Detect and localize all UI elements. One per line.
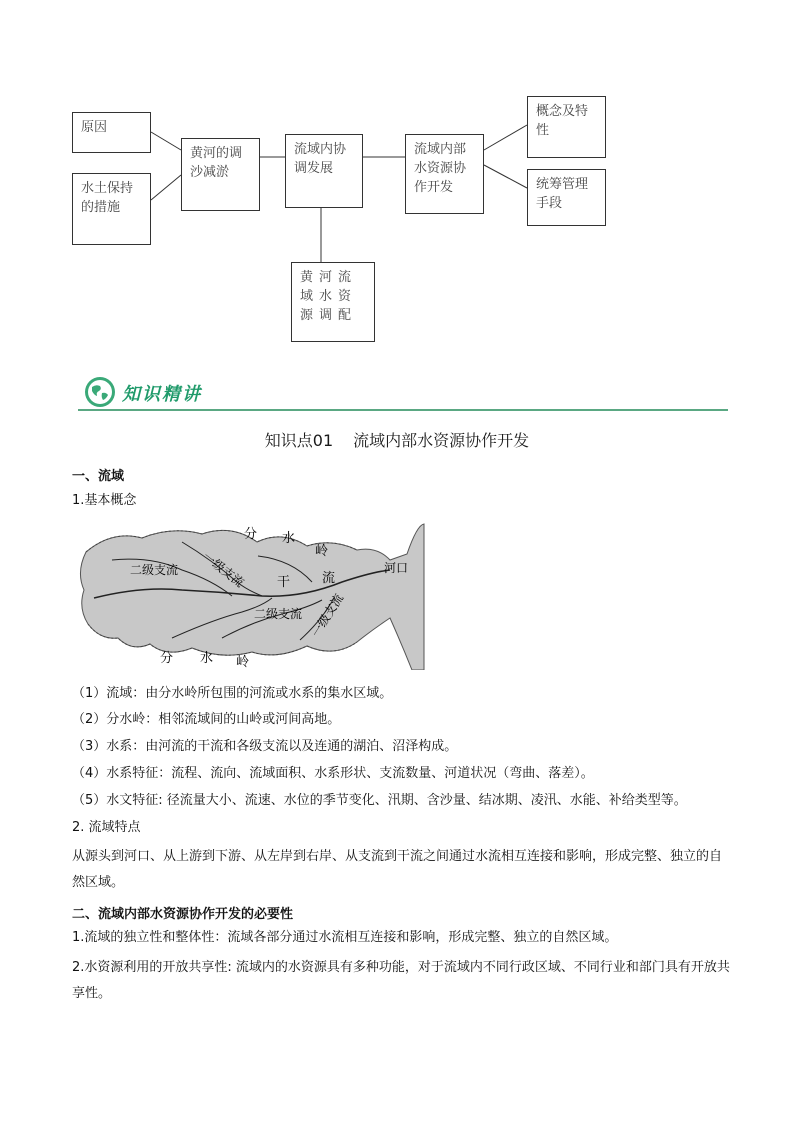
- definition-system-features: （4）水系特征：流程、流向、流域面积、水系形状、支流数量、河道状况（弯曲、落差）。: [72, 766, 594, 781]
- definition-water-system: （3）水系：由河流的干流和各级支流以及连通的湖泊、沼泽构成。: [72, 739, 458, 754]
- flow-box-cause-label: 原因: [81, 120, 108, 135]
- definition-divide: （2）分水岭：相邻流域间的山岭或河间高地。: [72, 712, 341, 727]
- map-divide-top-1: 分: [244, 527, 258, 542]
- map-divide-bottom-2: 水: [200, 651, 214, 666]
- knowledge-point-number: 知识点01: [264, 431, 334, 450]
- definition-hydrology-features: （5）水文特征: 径流量大小、流速、水位的季节变化、汛期、含沙量、结冰期、凌汛、水能、补给类型等。: [72, 793, 687, 808]
- flow-box-allocation: [291, 262, 375, 342]
- flow-box-concept: [527, 96, 606, 158]
- section-divider: [78, 409, 728, 411]
- flow-box-yellow-sand: [181, 138, 260, 211]
- map-river-mouth: 河口: [384, 561, 409, 575]
- flow-box-planning: [527, 169, 606, 226]
- flow-box-soil-label: 水土保持的措施: [81, 181, 134, 215]
- map-divide-bottom-1: 分: [160, 651, 174, 666]
- map-main-stream-2: 流: [322, 571, 336, 586]
- necessity-point-1: 1.流域的独立性和整体性：流域各部分通过水流相互连接和影响，形成完整、独立的自然区域。: [72, 930, 618, 945]
- flow-box-allocation-label: 黄河流域水资源调配: [300, 270, 358, 323]
- basin-features-text: 从源头到河口、从上游到下游、从左岸到右岸、从支流到干流之间通过水流相互连接和影响，形成完整、独立的自然区域。: [72, 849, 723, 890]
- section-heading-necessity: 二、流域内部水资源协作开发的必要性: [72, 907, 294, 922]
- flow-box-collab-dev-label: 流域内部水资源协作开发: [414, 142, 467, 195]
- flow-box-planning-label: 统筹管理手段: [536, 177, 589, 211]
- map-divide-top-2: 水: [282, 531, 296, 546]
- flow-box-soil: [72, 173, 151, 245]
- map-main-stream-1: 干: [277, 575, 291, 590]
- flow-box-collab-dev: [405, 134, 484, 214]
- river-basin-map: [72, 520, 432, 670]
- map-primary-tributary-1: 一级支流: [200, 549, 247, 590]
- flow-box-coord-dev-label: 流域内协调发展: [294, 142, 347, 176]
- section-heading-basin: 一、流域: [72, 469, 125, 484]
- map-divide-bottom-3: 岭: [236, 655, 250, 670]
- flow-box-coord-dev: [285, 134, 363, 208]
- subheading-basin-features: 2. 流域特点: [72, 820, 141, 835]
- map-secondary-tributary-2: 二级支流: [254, 607, 303, 621]
- section-banner-title: 知识精讲: [122, 384, 202, 405]
- globe-icon: [84, 376, 116, 408]
- knowledge-point-title: [0, 428, 794, 451]
- map-secondary-tributary-1: 二级支流: [130, 563, 179, 577]
- definition-basin: （1）流域：由分水岭所包围的河流或水系的集水区域。: [72, 686, 393, 701]
- flow-box-concept-label: 概念及特性: [536, 104, 589, 138]
- map-divide-top-3: 岭: [315, 544, 329, 559]
- subheading-basic-concept: 1.基本概念: [72, 493, 137, 508]
- flow-box-yellow-sand-label: 黄河的调沙减淤: [190, 146, 243, 180]
- map-primary-tributary-2: 一级支流: [308, 591, 346, 640]
- necessity-point-2: 2.水资源利用的开放共享性: 流域内的水资源具有多种功能，对于流域内不同行政区域、不同行业和部门具有开放共享性。: [72, 960, 730, 1001]
- knowledge-point-name: 流域内部水资源协作开发: [353, 431, 530, 450]
- flow-box-cause: [72, 112, 151, 153]
